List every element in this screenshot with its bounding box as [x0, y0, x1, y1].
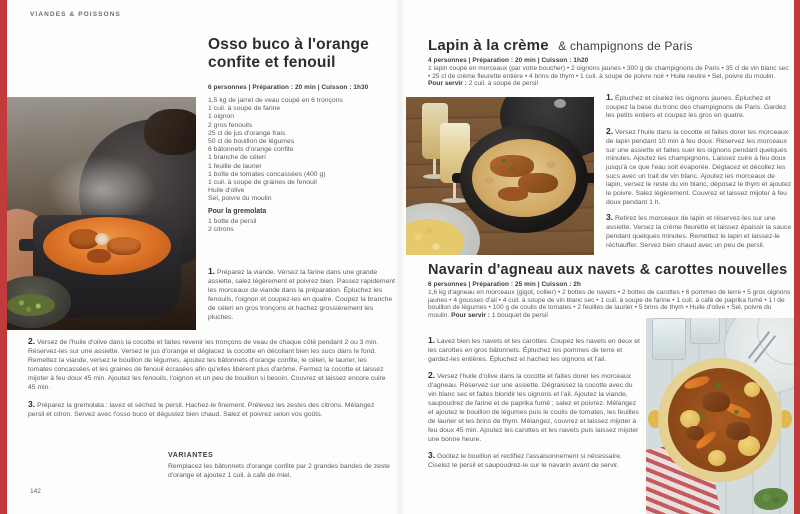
parsley-shape — [532, 185, 536, 188]
recipe-title — [208, 36, 395, 72]
ingredient-line: 1 branche de céleri — [208, 154, 266, 162]
variants-box — [168, 452, 406, 480]
osso-buco-recipe — [208, 36, 395, 234]
step-number: 2. — [428, 370, 436, 380]
veal-piece-shape — [87, 249, 111, 263]
step-number: 1. — [428, 335, 436, 345]
ingredient-line: 1 feuille de laurier — [208, 162, 262, 170]
potato-shape — [744, 382, 760, 397]
wine-glass-stem-shape — [433, 159, 436, 175]
osso-buco-photo — [7, 97, 196, 330]
veal-piece-shape — [107, 237, 141, 255]
step-text: Versez de l'huile d'olive dans la cocotte et faites revenir les tronçons de veau de chaque côté pendant 2 ou 3 min. Réservez-les sur une assiette. Versez le jus d'orange et déglacez la cocotte en décollant bien les sucs dans le fond. Remettez la viande, versez le bouillon de légumes, ajoutez les bâtonnets d'orange confite, le céleri, le laurier, les tomates concassées et les graines de fenouil écrasées afin qu'elles libèrent plus d'arôme. Fermez la cocotte et laissez mijoter à feu doux 45 min. Ajoutez les fenouils, l'oignon et un peu de bouillon si besoin. Couvrez et laissez encore cuire 45 min. — [28, 339, 386, 391]
step-text: Préparez la viande. Versez la farine dans une grande assiette, salez légèrement et poivrez bien. Passez rapidement les morceaux de viande dans la préparation. Épluchez les fenouils, l'oignon et coupez-les en quatre. Coupez la branche de céleri en gros tronçons et hachez grossièrement les pluches. — [208, 269, 396, 321]
mushroom-shape — [546, 161, 556, 168]
marrow-bone-shape — [95, 233, 109, 245]
step-text: Versez l'huile dans la cocotte et faites dorer les morceaux de lapin pendant 10 min à feu doux. Réservez les morceaux sur une assiette et faites suer les oignons pendant quelques minutes. Ajoutez les champignons. Laissez cuire à feu doux jusqu'à ce que l'eau soit évaporée. Déglacez et décollez les sucs avec un trait de vin blanc. Ajoutez les morceaux de lapin, versez le reste du vin blanc, déposez le thym et ajoutez le poivre. Salez légèrement. Couvrez et laissez mijoter à feu doux pendant 1 h. — [606, 129, 792, 206]
recipe-title-main: Lapin à la crème — [428, 37, 549, 54]
serve-text: 2 cuil. à soupe de persil — [468, 80, 538, 88]
book-edge-left — [0, 0, 7, 514]
ingredient-line: Sel, poivre du moulin — [208, 195, 272, 203]
navarin-photo — [646, 318, 794, 514]
recipe-step — [606, 93, 792, 121]
ingredient-line: 6 bâtonnets d'orange confite — [208, 146, 294, 154]
variants-text: Remplacez les bâtonnets d'orange confite par 2 grandes bandes de zeste d'orange et ajoutez 1 cuil. à café de miel. — [168, 463, 390, 479]
parsley-shape — [716, 384, 721, 388]
recipe-step — [606, 213, 792, 250]
recipe-step — [428, 451, 642, 470]
ingredient-line: 2 gros fenouils — [208, 121, 253, 129]
ingredient-line: Huile d'olive — [208, 187, 245, 195]
recipe-step — [606, 127, 792, 207]
ingredient-line: 1 boîte de tomates concassées (400 g) — [208, 170, 326, 178]
section-label: VIANDES & POISSONS — [30, 11, 121, 18]
step-number: 2. — [606, 126, 614, 137]
variants-heading: VARIANTES — [168, 452, 214, 459]
lamb-piece-shape — [726, 422, 750, 440]
step-text: Goûtez le bouillon et rectifiez l'assaisonnement si nécessaire. Ciselez le persil et saupoudrez-le sur le navarin avant de servir. — [428, 453, 622, 469]
recipe-title — [428, 37, 693, 55]
ingredient-line: 2 citrons — [208, 225, 234, 233]
recipe-title-line1: Osso buco à l'orange — [208, 36, 369, 53]
ingredient-line: 1 cuil. à soupe de graines de fenouil — [208, 178, 317, 186]
step-text: Lavez bien les navets et les carottes. Coupez les navets en deux et les carottes en gros bâtonnets. Épluchez les pommes de terre et gardez-les entières. Épluchez et hachez les oignons et l'ail. — [428, 338, 640, 363]
wine-glass-stem-shape — [453, 183, 456, 199]
parsley-shape — [700, 414, 705, 418]
recipe-steps — [428, 336, 642, 477]
ingredient-line: 50 cl de bouillon de légumes — [208, 137, 295, 145]
ingredient-line: 1,5 kg de jarret de veau coupé en 6 tronçons — [208, 96, 343, 104]
page-seam — [395, 0, 405, 514]
serve-label: Pour servir : — [428, 80, 467, 88]
recipe-meta: 4 personnes | Préparation : 20 min | Cuisson : 1h20 — [428, 57, 589, 64]
recipe-step — [208, 267, 395, 322]
step-number: 2. — [28, 336, 36, 346]
page-number: 142 — [30, 488, 41, 495]
step-number: 3. — [428, 450, 436, 460]
ingredient-line: 1 cuil. à soupe de farine — [208, 105, 281, 113]
potato-shape — [708, 450, 726, 466]
recipe-meta: 6 personnes | Préparation : 20 min | Cuisson : 1h30 — [208, 83, 369, 91]
lid-knob-shape — [554, 99, 566, 108]
recipe-step — [428, 336, 642, 364]
parsley-shape — [510, 167, 514, 170]
gremolata-shape — [7, 294, 55, 316]
ingredients-text: 1 lapin coupé en morceaux (par votre boucher) • 2 oignons jaunes • 300 g de champignons de Paris • 35 cl de vin blanc sec • 25 cl de crème fleurette entière • 4 brins de thym • 1 cuil. à soupe de poivre noir • Huile neutre • Sel, poivre du moulin. — [428, 65, 789, 80]
recipe-steps — [606, 93, 792, 256]
book-edge-right — [794, 0, 800, 514]
recipe-title-suffix: & champignons de Paris — [558, 39, 693, 53]
step-text: Versez l'huile d'olive dans la cocotte et faites dorer les morceaux d'agneau. Réservez sur une assiette. Dégraissez la cocotte avec du vin blanc sec et faites blondir les oignons et l'ail. Ajoutez la viande, saupoudrez de farine et de paprika fumé ; salez et poivrez. Mélangez et ajoutez le bouillon de légumes puis le coulis de tomates, les feuilles de laurier et les brins de thym. Mélangez, couvrez et laissez mijoter à feu doux 45 min. Ajoutez les carottes et les navets puis laissez mijoter une bonne heure. — [428, 373, 639, 443]
mushroom-shape — [484, 177, 494, 184]
recipe-title: Navarin d'agneau aux navets & carottes nouvelles — [428, 262, 788, 278]
step-number: 3. — [28, 399, 36, 409]
recipe-steps-continued — [28, 337, 386, 427]
parsley-sprig-shape — [754, 488, 788, 510]
water-glass-shape — [690, 318, 720, 344]
recipe-meta: 6 personnes | Préparation : 25 min | Cuisson : 2h — [428, 281, 582, 288]
ingredient-line: 25 cl de jus d'orange frais — [208, 129, 286, 137]
step-number: 3. — [606, 212, 614, 223]
lapin-photo — [406, 97, 594, 255]
ingredient-line: 1 botte de persil — [208, 217, 257, 225]
water-glass-shape — [652, 318, 686, 360]
step-number: 1. — [208, 266, 216, 276]
sub-ingredients-heading: Pour la gremolata — [208, 207, 267, 215]
recipe-step — [428, 371, 642, 444]
hand-shape — [144, 109, 196, 155]
step-number: 1. — [606, 92, 614, 102]
step-text: Retirez les morceaux de lapin et réservez-les sur une assiette. Versez la crème fleurette et laissez épaissir la sauce pendant quelques minutes. Remettez le lapin et laissez-le réchauffer. Servez bien chaud avec un peu de persil. — [606, 215, 792, 249]
ingredients-paragraph — [428, 65, 791, 88]
ingredients-text: 1,6 kg d'agneau en morceaux (gigot, collier) • 2 bottes de navets • 2 bottes de carottes • 6 pommes de terre • 5 gros oignons jaunes • 4 gousses d'ail • 4 cuil. à soupe de vin blanc sec • 1 cuil. à soupe de farine • 1 cuil. à café de paprika fumé • 1 l de bouillon de légumes • 100 g de coulis de tomates • 2 feuilles de laurier • 5 brins de thym • Huile d'olive • Sel, poivre du moulin. — [428, 289, 791, 320]
lamb-piece-shape — [702, 392, 730, 412]
recipe-title-line2: confite et fenouil — [208, 53, 336, 71]
lamb-piece-shape — [686, 426, 704, 440]
serve-label: Pour servir : — [451, 312, 490, 320]
recipe-step — [28, 337, 386, 392]
parsley-shape — [502, 159, 506, 162]
serve-text: 1 bouquet de persil — [491, 312, 548, 320]
rabbit-piece-shape — [498, 187, 528, 201]
ingredients-paragraph — [428, 289, 791, 320]
recipe-step — [28, 400, 386, 419]
step-text: Préparez la gremolata : lavez et séchez le persil. Hachez-le finement. Prélevez les zestes des citrons. Mélangez persil et citron. Servez avec l'osso buco et dégustez bien chaud. Salez et poivrez selon vos goûts. — [28, 402, 375, 418]
parsley-shape — [734, 410, 739, 414]
ingredient-list — [208, 97, 395, 204]
step-text: Épluchez et ciselez les oignons jaunes. Épluchez et coupez la base du tronc des champignons de Paris. Gardez les petits entiers et coupez les gros en quatre. — [606, 95, 787, 120]
ingredient-line: 1 oignon — [208, 113, 235, 121]
